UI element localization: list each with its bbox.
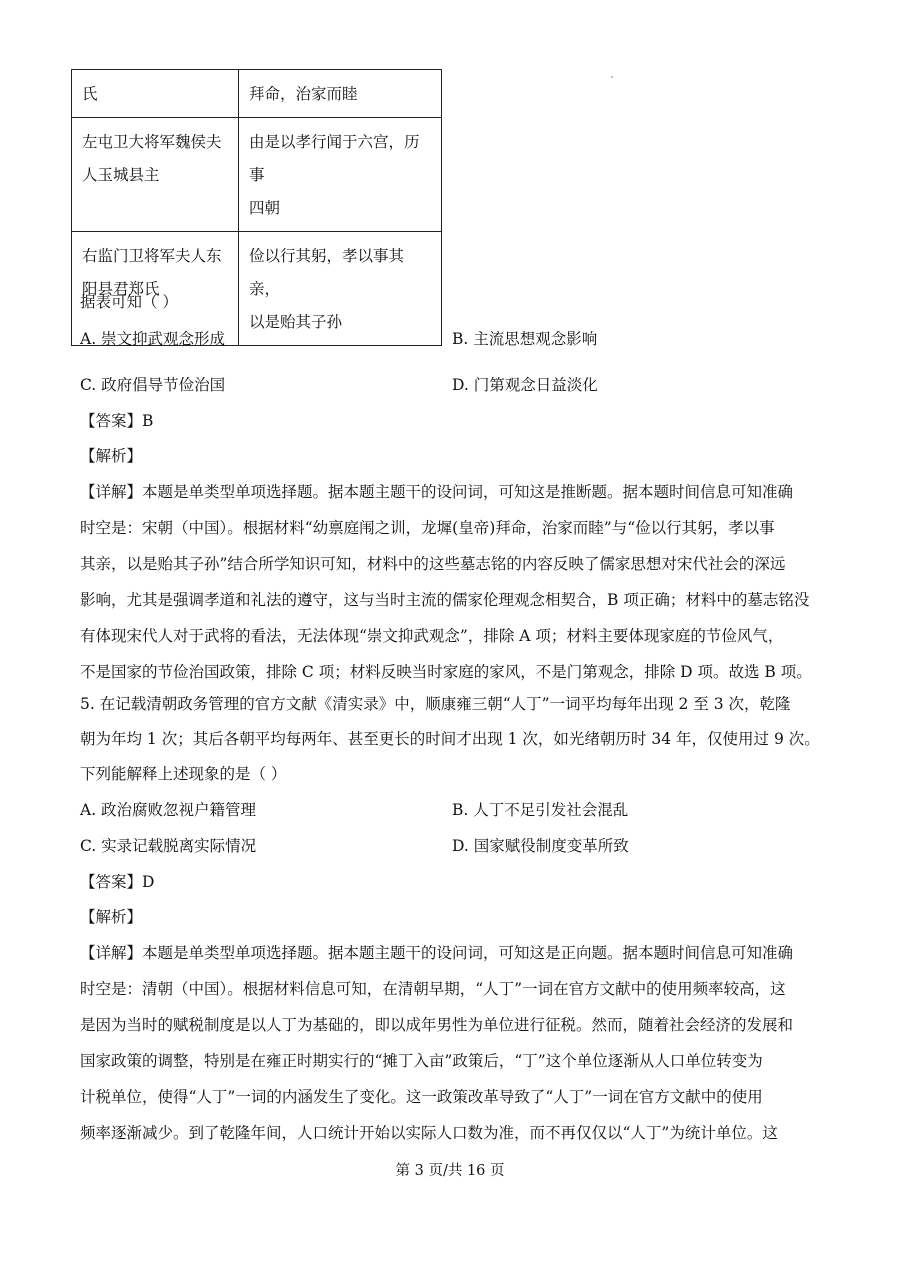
q4-option-a: A. 崇文抑武观念形成 xyxy=(80,330,226,348)
cell-line: 右监门卫将军夫人东 xyxy=(82,247,222,265)
table-cell xyxy=(239,118,442,232)
q4-detail xyxy=(80,482,824,682)
q5-answer: 【答案】D xyxy=(80,873,155,891)
q4-analysis-label: 【解析】 xyxy=(80,447,143,465)
cell-line: 四朝 xyxy=(249,199,281,217)
table-cell xyxy=(239,232,442,346)
cell-line: 由是以孝行闻于六宫，历事 xyxy=(249,133,420,184)
q4-stem: 据表可知（ ） xyxy=(80,293,178,311)
detail-line: 其亲，以是贻其子孙”结合所学知识可知，材料中的这些墓志铭的内容反映了儒家思想对宋代社会的深远 xyxy=(80,555,786,573)
q4-option-d: D. 门第观念日益淡化 xyxy=(452,376,598,394)
table-row xyxy=(72,70,442,118)
q5-option-b: B. 人丁不足引发社会混乱 xyxy=(452,801,629,819)
table-row xyxy=(72,118,442,232)
cell-line: 左屯卫大将军魏侯夫 xyxy=(82,133,222,151)
q4-option-b: B. 主流思想观念影响 xyxy=(452,330,598,348)
table-cell xyxy=(72,118,239,232)
cell-line: 阳县君郑氏 xyxy=(82,280,160,298)
page-footer: 第 3 页/共 16 页 xyxy=(395,1163,505,1179)
q5-option-a: A. 政治腐败忽视户籍管理 xyxy=(80,801,257,819)
detail-line: 【详解】本题是单类型单项选择题。据本题主题干的设问词，可知这是正向题。据本题时间信息可知准确 xyxy=(80,944,794,962)
stem-line: 5. 在记载清朝政务管理的官方文献《清实录》中，顺康雍三朝“人丁”一词平均每年出现 2 至 3 次，乾隆 xyxy=(80,695,791,713)
q5-option-d: D. 国家赋役制度变革所致 xyxy=(452,837,629,855)
q5-stem xyxy=(80,694,824,794)
detail-line: 国家政策的调整，特别是在雍正时期实行的“摊丁入亩”政策后，“丁”这个单位逐渐从人口单位转变为 xyxy=(80,1052,763,1070)
q5-analysis-label: 【解析】 xyxy=(80,908,143,926)
detail-line: 时空是：清朝（中国）。根据材料信息可知，在清朝早期，“人丁”一词在官方文献中的使用频率较高，这 xyxy=(80,980,786,998)
detail-line: 有体现宋代人对于武将的看法，无法体现“崇文抑武观念”，排除 A 项；材料主要体现家庭的节俭风气， xyxy=(80,627,784,645)
cell-line: 氏 xyxy=(82,85,98,103)
cell-line: 俭以行其躬，孝以事其亲， xyxy=(249,247,405,298)
q5-option-c: C. 实录记载脱离实际情况 xyxy=(80,837,257,855)
q4-option-c: C. 政府倡导节俭治国 xyxy=(80,376,226,394)
stem-line: 朝为年均 1 次；其后各朝平均每两年、甚至更长的时间才出现 1 次，如光绪朝历时 34 年，仅使用过 9 次。 xyxy=(80,730,820,748)
table-cell xyxy=(72,70,239,118)
stem-line: 下列能解释上述现象的是（ ） xyxy=(80,765,287,783)
scan-speck xyxy=(611,76,613,78)
cell-line: 人玉城县主 xyxy=(82,166,160,184)
cell-line: 以是贻其子孙 xyxy=(249,313,343,331)
cell-line: 拜命，治家而睦 xyxy=(249,85,358,103)
detail-line: 影响，尤其是强调孝道和礼法的遵守，这与当时主流的儒家伦理观念相契合，B 项正确；材料中的墓志铭没 xyxy=(80,591,810,609)
q4-answer: 【答案】B xyxy=(80,412,154,430)
detail-line: 时空是：宋朝（中国）。根据材料“幼禀庭闱之训，龙墀(皇帝)拜命，治家而睦”与“俭以行其躬，孝以事 xyxy=(80,519,775,537)
detail-line: 计税单位，使得“人丁”一词的内涵发生了变化。这一政策改革导致了“人丁”一词在官方文献中的使用 xyxy=(80,1088,763,1106)
q5-detail xyxy=(80,943,824,1143)
table-cell xyxy=(239,70,442,118)
detail-line: 是因为当时的赋税制度是以人丁为基础的，即以成年男性为单位进行征税。然而，随着社会经济的发展和 xyxy=(80,1016,794,1034)
detail-line: 频率逐渐减少。到了乾隆年间，人口统计开始以实际人口数为准，而不再仅仅以“人丁”为统计单位。这 xyxy=(80,1124,778,1142)
detail-line: 【详解】本题是单类型单项选择题。据本题主题干的设问词，可知这是推断题。据本题时间信息可知准确 xyxy=(80,483,794,501)
detail-line: 不是国家的节俭治国政策，排除 C 项；材料反映当时家庭的家风，不是门第观念，排除 D 项。故选 B 项。 xyxy=(80,663,812,681)
